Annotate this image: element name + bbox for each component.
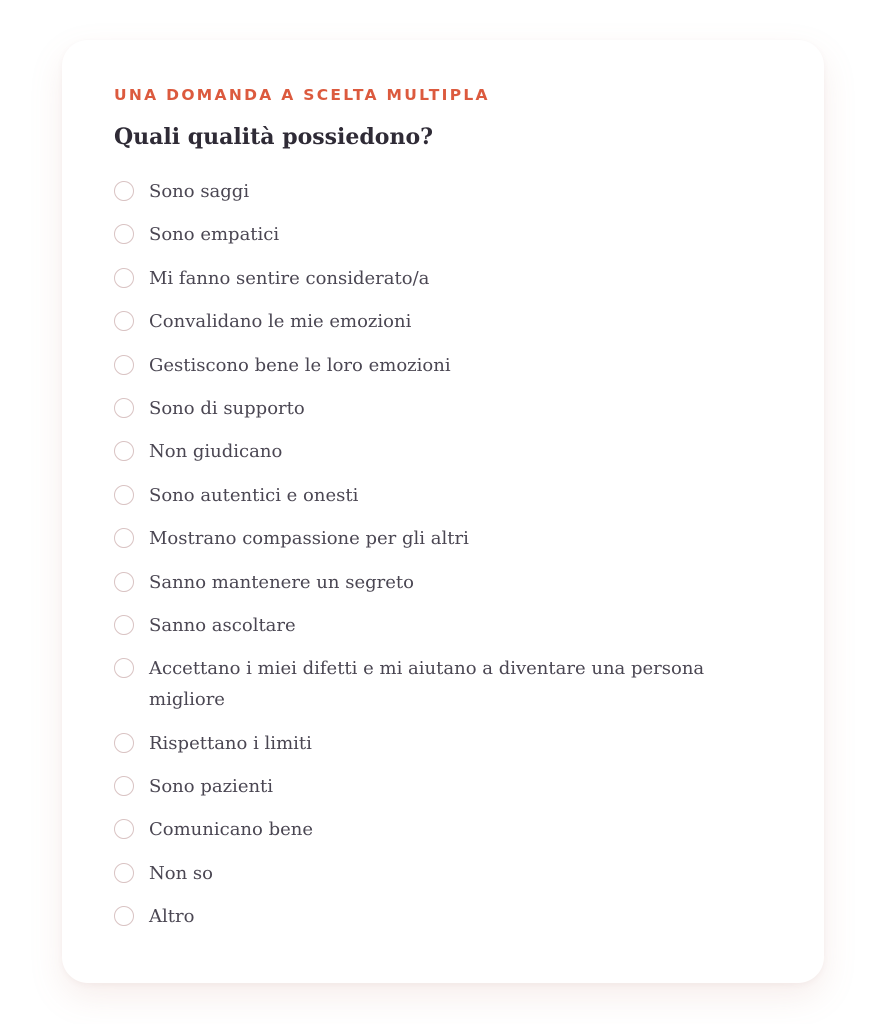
radio-unchecked-icon[interactable] xyxy=(114,776,134,796)
option-item[interactable] xyxy=(114,306,772,337)
option-label[interactable]: Sanno ascoltare xyxy=(149,614,296,636)
option-label[interactable]: Accettano i miei difetti e mi aiutano a diventare una persona migliore xyxy=(149,658,705,711)
radio-unchecked-icon[interactable] xyxy=(114,528,134,548)
radio-unchecked-icon[interactable] xyxy=(114,819,134,839)
option-item[interactable] xyxy=(114,814,772,845)
option-item[interactable] xyxy=(114,436,772,467)
option-label[interactable]: Sono di supporto xyxy=(149,397,305,419)
option-item[interactable] xyxy=(114,858,772,889)
question-title: Quali qualità possiedono? xyxy=(114,124,434,150)
question-card xyxy=(62,40,824,983)
option-item[interactable] xyxy=(114,523,772,554)
option-label[interactable]: Comunicano bene xyxy=(149,819,314,841)
option-label[interactable]: Mostrano compassione per gli altri xyxy=(149,528,469,550)
radio-unchecked-icon[interactable] xyxy=(114,863,134,883)
option-item[interactable] xyxy=(114,653,772,715)
option-item[interactable] xyxy=(114,393,772,424)
option-label[interactable]: Sanno mantenere un segreto xyxy=(149,571,414,593)
option-item[interactable] xyxy=(114,567,772,598)
radio-unchecked-icon[interactable] xyxy=(114,441,134,461)
option-item[interactable] xyxy=(114,176,772,207)
options-list xyxy=(114,176,772,932)
option-item[interactable] xyxy=(114,480,772,511)
radio-unchecked-icon[interactable] xyxy=(114,311,134,331)
radio-unchecked-icon[interactable] xyxy=(114,224,134,244)
radio-unchecked-icon[interactable] xyxy=(114,733,134,753)
option-label[interactable]: Rispettano i limiti xyxy=(149,732,312,754)
option-label[interactable]: Sono empatici xyxy=(149,224,280,246)
radio-unchecked-icon[interactable] xyxy=(114,572,134,592)
radio-unchecked-icon[interactable] xyxy=(114,658,134,678)
option-item[interactable] xyxy=(114,610,772,641)
option-label[interactable]: Sono pazienti xyxy=(149,776,274,798)
option-label[interactable]: Sono saggi xyxy=(149,181,250,202)
question-type-label: UNA DOMANDA A SCELTA MULTIPLA xyxy=(114,86,490,104)
option-label[interactable]: Convalidano le mie emozioni xyxy=(149,311,412,333)
option-label[interactable]: Mi fanno sentire considerato/a xyxy=(149,267,430,289)
option-item[interactable] xyxy=(114,350,772,381)
option-label[interactable]: Non so xyxy=(149,862,213,884)
option-item[interactable] xyxy=(114,263,772,294)
radio-unchecked-icon[interactable] xyxy=(114,268,134,288)
radio-unchecked-icon[interactable] xyxy=(114,355,134,375)
option-label[interactable]: Non giudicano xyxy=(149,441,283,463)
option-label[interactable]: Altro xyxy=(149,906,195,928)
option-item[interactable] xyxy=(114,728,772,759)
option-item[interactable] xyxy=(114,219,772,250)
radio-unchecked-icon[interactable] xyxy=(114,485,134,505)
option-label[interactable]: Gestiscono bene le loro emozioni xyxy=(149,354,451,376)
radio-unchecked-icon[interactable] xyxy=(114,615,134,635)
radio-unchecked-icon[interactable] xyxy=(114,398,134,418)
radio-unchecked-icon[interactable] xyxy=(114,906,134,926)
option-label[interactable]: Sono autentici e onesti xyxy=(149,484,359,506)
option-item[interactable] xyxy=(114,771,772,802)
radio-unchecked-icon[interactable] xyxy=(114,181,134,201)
option-item[interactable] xyxy=(114,901,772,932)
